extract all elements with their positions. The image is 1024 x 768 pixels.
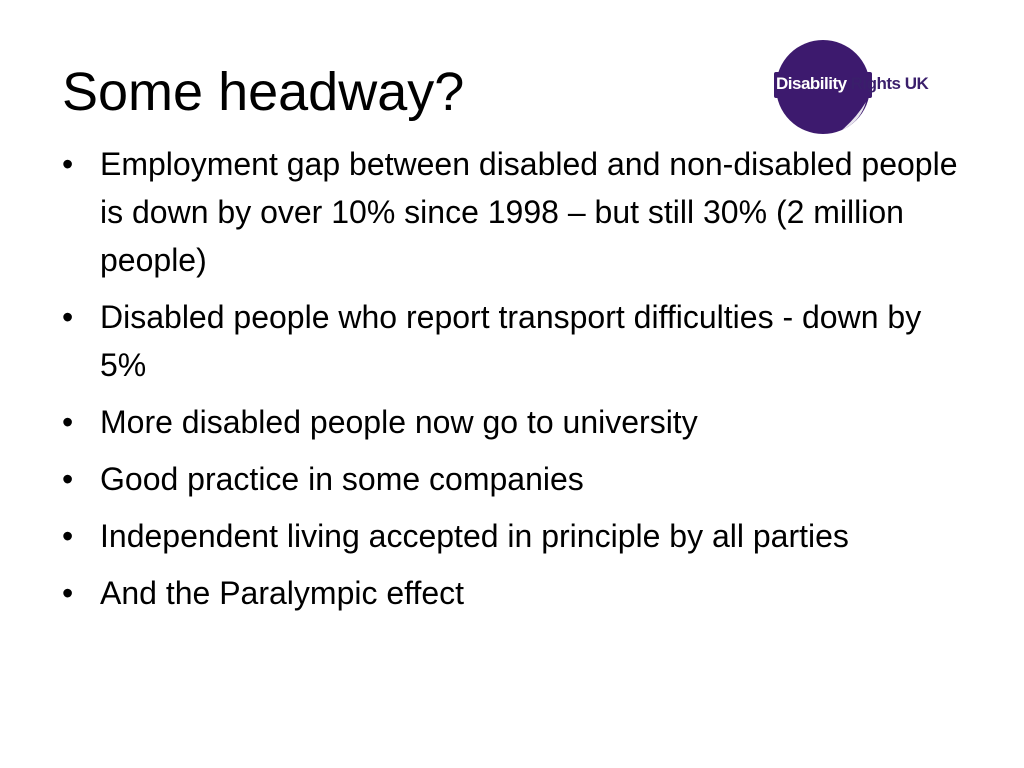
bullet-text: Independent living accepted in principle by all parties [100,518,849,554]
bullet-item [62,569,962,617]
bullet-marker: • [62,575,74,611]
bullet-item [62,455,962,503]
bullet-item [62,398,962,446]
bullet-marker: • [62,146,74,182]
bullet-item [62,293,962,389]
bullet-item [62,140,962,284]
logo-word-disability: Disability [776,74,847,93]
bullet-text: More disabled people now go to university [100,404,698,440]
logo-word-rights-uk: Rights UK [850,74,929,93]
disability-rights-uk-logo [772,38,972,136]
bullet-marker: • [62,299,74,335]
bullet-marker: • [62,518,74,554]
bullet-marker: • [62,404,74,440]
bullet-list [62,140,962,626]
bullet-text: Employment gap between disabled and non-disabled people is down by over 10% since 1998 – but still 30% (2 million people) [100,146,958,278]
bullet-marker: • [62,461,74,497]
bullet-item [62,512,962,560]
logo-text [776,74,928,94]
bullet-text: And the Paralympic effect [100,575,465,611]
bullet-text: Good practice in some companies [100,461,584,497]
slide-title: Some headway? [62,62,465,122]
bullet-text: Disabled people who report transport difficulties - down by 5% [100,299,922,383]
